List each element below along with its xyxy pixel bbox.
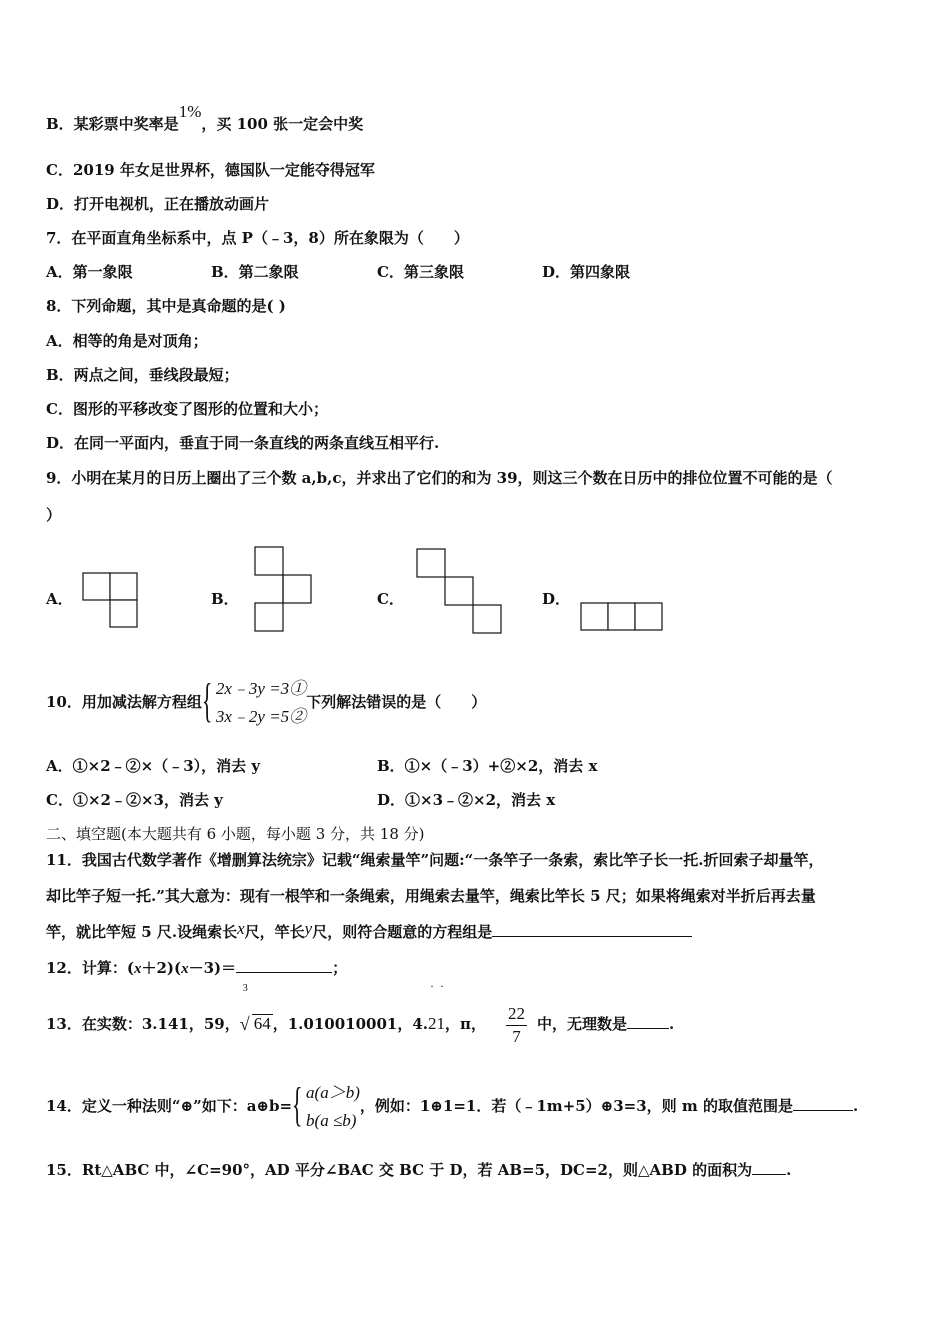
calendar-cell xyxy=(581,603,608,630)
q9-option-a-figure xyxy=(80,570,142,630)
q10-stem-suffix: 下列解法错误的是（ ） xyxy=(306,693,487,711)
fraction-numerator: 22 xyxy=(506,1003,527,1026)
calendar-cell xyxy=(445,577,473,605)
q11-text-b: 尺，竿长 xyxy=(244,923,305,941)
q6-option-b-text: B．某彩票中奖率是 xyxy=(46,115,179,133)
repeat-dot-icon: · xyxy=(440,979,444,993)
calendar-cell xyxy=(283,575,311,603)
q9-option-d-label: D． xyxy=(542,590,571,608)
q10-equation-1: 2x﹣3y =3① xyxy=(215,679,307,698)
q14-text-pre: 14．定义一种法则“⊕”如下：a⊕b= xyxy=(46,1097,293,1115)
q8-option-d: D．在同一平面内，垂直于同一条直线的两条直线互相平行. xyxy=(46,434,440,452)
q15-answer-blank[interactable] xyxy=(752,1160,786,1175)
q13-cube-root xyxy=(239,983,273,1056)
q9-option-a-label: A． xyxy=(46,590,73,608)
q13-text-mid: ，1.010010001，4. xyxy=(272,1015,428,1033)
q9-option-c-figure xyxy=(414,546,506,636)
q14-case-2: b(a ≤b) xyxy=(306,1111,357,1130)
q10-option-a: A．①×2﹣②×（﹣3），消去 y xyxy=(46,757,261,775)
q11-answer-blank[interactable] xyxy=(492,922,692,937)
q13-line xyxy=(46,979,675,1056)
calendar-cell xyxy=(635,603,662,630)
q9-option-c-label: C． xyxy=(377,590,404,608)
calendar-cell xyxy=(255,603,283,631)
q9-option-b-label: B． xyxy=(211,590,239,608)
q14-case-1: a(a＞b) xyxy=(306,1083,360,1102)
q8-option-a: A．相等的角是对顶角； xyxy=(46,332,208,350)
fraction-denominator: 7 xyxy=(512,1026,521,1046)
q7-stem: 7．在平面直角坐标系中，点 P（﹣3，8）所在象限为（ ） xyxy=(46,229,469,247)
q9-option-d-figure xyxy=(578,600,668,634)
q11-var-x: x xyxy=(237,919,245,938)
q12-line xyxy=(46,958,347,979)
q13-text-mid2: ，π， xyxy=(445,1015,486,1033)
q14-piecewise xyxy=(292,1079,360,1135)
q10-option-b: B．①×（﹣3）+②×2，消去 x xyxy=(377,757,598,775)
q10-option-c: C．①×2﹣②×3，消去 y xyxy=(46,791,223,809)
calendar-cell xyxy=(255,547,283,575)
q6-option-c: C．2019 年女足世界杯，德国队一定能夺得冠军 xyxy=(46,161,375,179)
repeat-dot-icon: · xyxy=(430,979,434,993)
q10-option-d: D．①×3﹣②×2，消去 x xyxy=(377,791,556,809)
q12-text-post: －3)＝ xyxy=(188,959,237,977)
q10-equation-system xyxy=(202,675,306,731)
q9-stem-end: ） xyxy=(46,506,62,524)
q12-var-x1: x xyxy=(133,961,142,977)
q11-text-c: 尺，则符合题意的方程组是 xyxy=(312,923,493,941)
q9-stem: 9．小明在某月的日历上圈出了三个数 a,b,c，并求出了它们的和为 39，则这三个数在日历中的排位位置不可能的是（ xyxy=(46,469,833,487)
q8-option-c: C．图形的平移改变了图形的位置和大小； xyxy=(46,400,328,418)
system-brace: { xyxy=(201,674,213,727)
system-brace: { xyxy=(292,1078,303,1131)
q15-text: 15．Rt△ABC 中，∠C=90°，AD 平分∠BAC 交 BC 于 D，若 AB=5，DC=2，则△ABD 的面积为 xyxy=(46,1161,753,1179)
q12-text-pre: 12．计算：( xyxy=(46,959,134,977)
q10-stem xyxy=(46,672,486,732)
q11-var-y: y xyxy=(304,919,313,938)
q14-answer-blank[interactable] xyxy=(793,1096,853,1111)
section-heading: 二、填空题(本大题共有 6 小题，每小题 3 分，共 18 分) xyxy=(46,825,425,843)
q12-text-mid: ＋2)( xyxy=(141,959,182,977)
calendar-cell xyxy=(417,549,445,577)
q9-option-b-figure xyxy=(252,544,316,634)
q14-text-end: . xyxy=(852,1097,859,1115)
q10-equation-2: 3x﹣2y =5② xyxy=(215,707,307,726)
calendar-cell xyxy=(110,600,137,627)
q7-option-b: B．第二象限 xyxy=(211,263,299,281)
q15-line xyxy=(46,1160,791,1180)
q8-stem: 8．下列命题，其中是真命题的是( ) xyxy=(46,297,286,315)
calendar-cell xyxy=(608,603,635,630)
q6-option-b-text-end: ，买 100 张一定会中奖 xyxy=(201,115,364,133)
q10-stem-prefix: 10．用加减法解方程组 xyxy=(46,693,202,711)
q12-var-x2: x xyxy=(181,961,189,977)
q11-line-1: 11．我国古代数学著作《增删算法统宗》记载“绳索量竿”问题:“一条竿子一条索，索比竿子长一托.折回索子却量竿， xyxy=(46,851,824,869)
root-index: 3 xyxy=(242,983,248,994)
q7-option-c: C．第三象限 xyxy=(377,263,464,281)
root-radicand: 64 xyxy=(253,1014,271,1033)
q11-text-a: 竿，就比竿短 5 尺.设绳索长 xyxy=(46,923,238,941)
q11-line-3 xyxy=(46,919,692,942)
repeat-digits: 21 xyxy=(428,1014,445,1033)
q7-option-d: D．第四象限 xyxy=(542,263,631,281)
q6-percent: 1% xyxy=(178,102,202,121)
calendar-cell xyxy=(110,573,137,600)
radical-sign-icon: √ xyxy=(239,1014,250,1034)
q6-option-b xyxy=(46,102,364,134)
q13-text-post: 中，无理数是 xyxy=(536,1015,627,1033)
calendar-cell xyxy=(473,605,501,633)
q7-option-a: A．第一象限 xyxy=(46,263,133,281)
q13-answer-blank[interactable] xyxy=(627,1014,669,1029)
q13-repeating-decimal xyxy=(428,979,445,1056)
q13-text-pre: 13．在实数：3.141，59， xyxy=(46,1015,240,1033)
q13-fraction xyxy=(506,1003,527,1048)
q14-line xyxy=(46,1076,858,1136)
q11-line-2: 却比竿子短一托.”其大意为：现有一根竿和一条绳索，用绳索去量竿，绳索比竿长 5 尺；如果将绳索对半折后再去量 xyxy=(46,887,816,905)
q13-text-end: . xyxy=(669,1015,675,1033)
calendar-cell xyxy=(83,573,110,600)
q14-text-post: ，例如：1⊕1=1．若（﹣1m+5）⊕3=3，则 m 的取值范围是 xyxy=(359,1097,793,1115)
q15-text-end: . xyxy=(786,1161,792,1179)
q6-option-d: D．打开电视机，正在播放动画片 xyxy=(46,195,270,213)
q12-text-end: ； xyxy=(332,959,348,977)
q8-option-b: B．两点之间，垂线段最短； xyxy=(46,366,239,384)
q12-answer-blank[interactable] xyxy=(236,958,332,973)
